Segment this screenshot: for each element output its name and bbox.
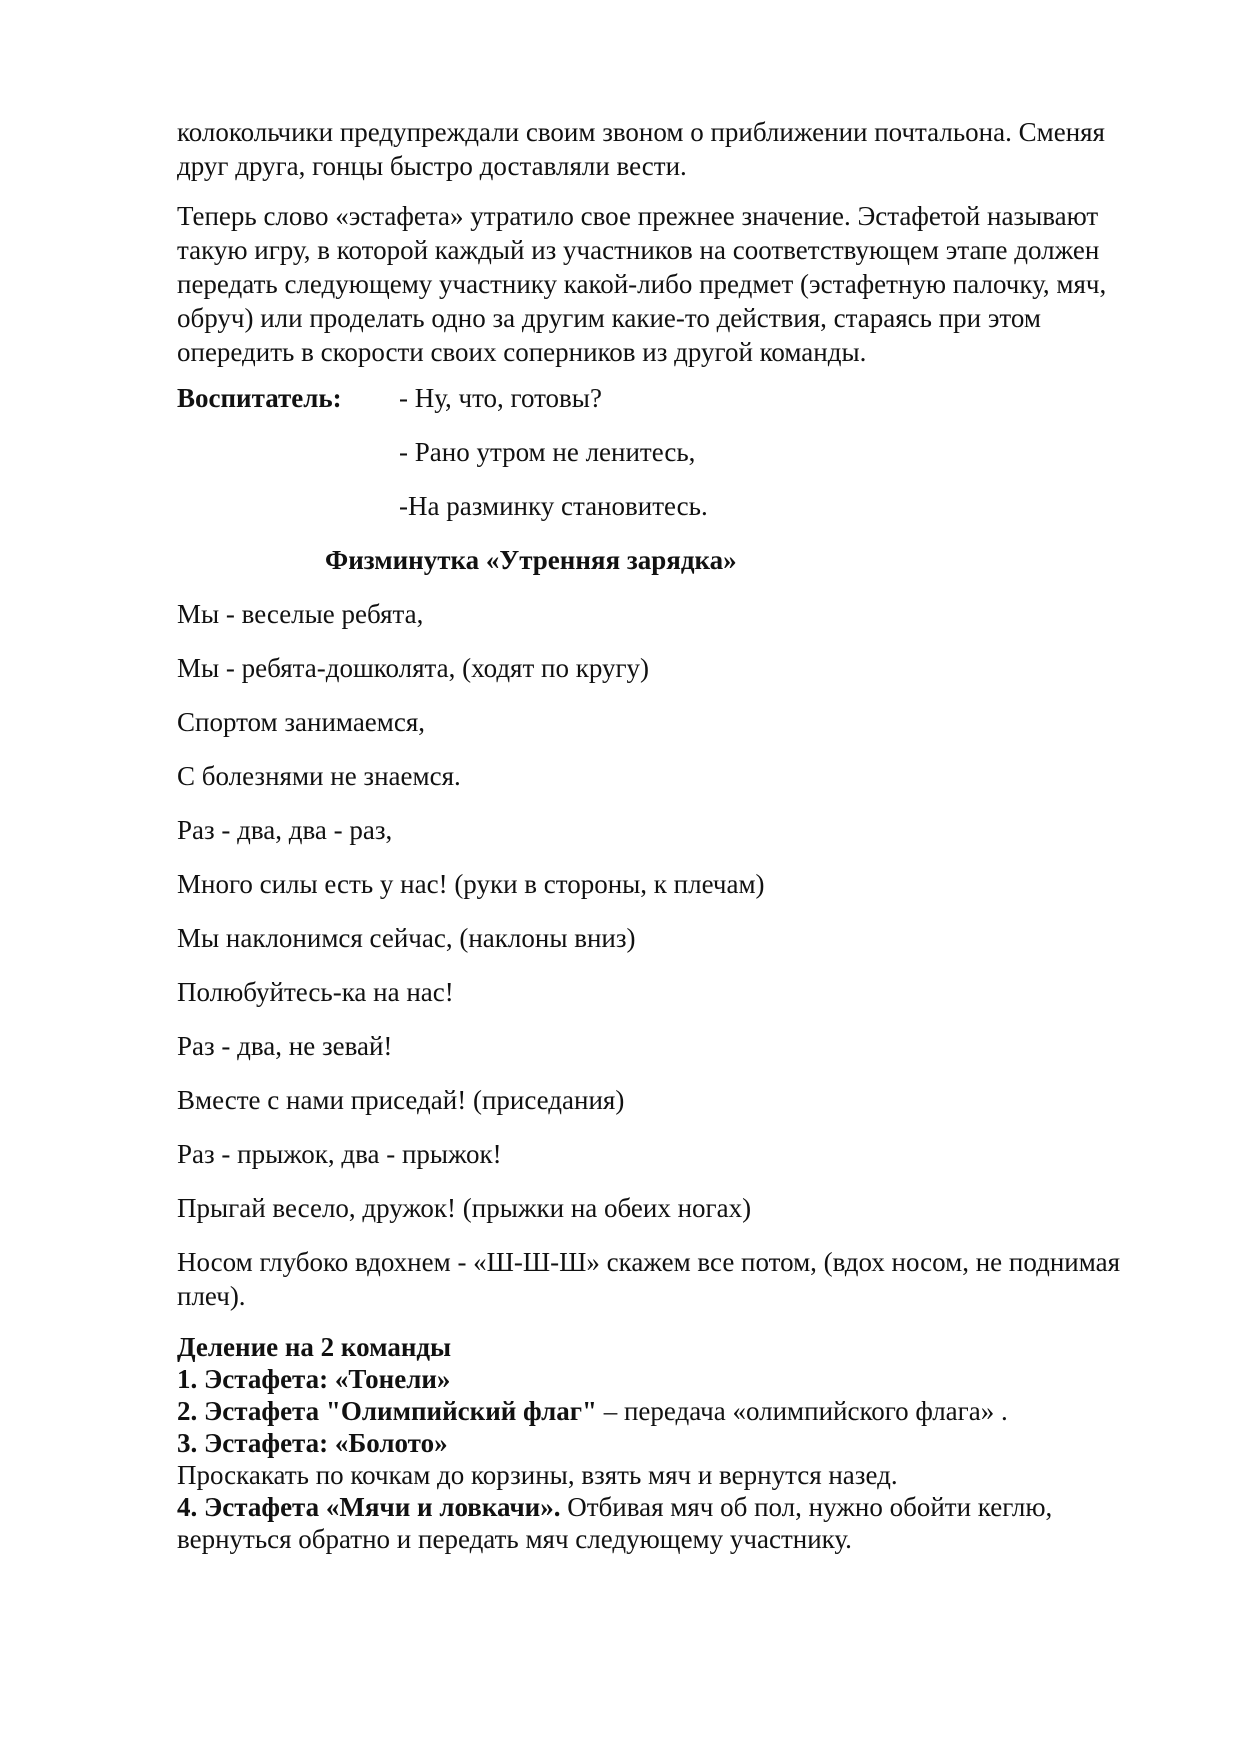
dialogue-line: -На разминку становитесь. — [399, 491, 708, 521]
poem-line: Мы - ребята-дошколята, (ходят по кругу) — [177, 653, 650, 683]
relay-3-desc: Проскакать по кочкам до корзины, взять мяч и вернутся назед. — [177, 1460, 898, 1490]
dialogue-block — [177, 381, 1137, 531]
relay-2-desc: – передача «олимпийского флага» . — [596, 1396, 1008, 1426]
poem-line: Спортом занимаемся, — [177, 707, 426, 737]
poem-line: Прыгай весело, дружок! (прыжки на обеих ногах) — [177, 1193, 752, 1223]
teams-section — [177, 1331, 1137, 1555]
poem-line: Раз - два, не зевай! — [177, 1031, 393, 1061]
relay-1-title: 1. Эстафета: «Тонели» — [177, 1364, 451, 1394]
poem-line: Раз - прыжок, два - прыжок! — [177, 1139, 502, 1169]
dialogue-line: - Рано утром не ленитесь, — [399, 437, 696, 467]
dialogue-line: - Ну, что, готовы? — [399, 383, 602, 413]
relay-2 — [177, 1395, 1137, 1427]
relay-4 — [177, 1491, 1137, 1555]
poem-line: С болезнями не знаемся. — [177, 761, 461, 791]
poem-line: Раз - два, два - раз, — [177, 815, 393, 845]
teams-heading: Деление на 2 команды — [177, 1332, 452, 1362]
relay-4-desc: Отбивая мяч об пол, нужно обойти кеглю, вернуться обратно и передать мяч следующему участнику. — [177, 1492, 1053, 1554]
poem-line: Мы наклонимся сейчас, (наклоны вниз) — [177, 923, 636, 953]
poem-line: Мы - веселые ребята, — [177, 599, 424, 629]
speaker-label: Воспитатель: — [177, 383, 342, 413]
relay-2-title: 2. Эстафета "Олимпийский флаг" — [177, 1396, 597, 1426]
poem-line: Полюбуйтесь-ка на нас! — [177, 977, 454, 1007]
relay-3-title: 3. Эстафета: «Болото» — [177, 1428, 448, 1458]
exercise-title: Физминутка «Утренняя зарядка» — [325, 545, 737, 575]
breathing-paragraph: Носом глубоко вдохнем - «Ш-Ш-Ш» скажем все потом, (вдох носом, не поднимая плеч). — [177, 1247, 1121, 1311]
poem-line: Вместе с нами приседай! (приседания) — [177, 1085, 625, 1115]
intro-paragraph-2: Теперь слово «эстафета» утратило свое прежнее значение. Эстафетой называют такую игру, в которой каждый из участников на соответствующем этапе должен передать следующему участнику какой-либо предмет (эстафетную палочку, мяч, обруч) или проделать одно за другим какие-то действия, стараясь при этом опередить в скорости своих соперников из другой команды. — [177, 201, 1107, 367]
relay-4-title: 4. Эстафета «Мячи и ловкачи». — [177, 1492, 561, 1522]
poem-line: Много силы есть у нас! (руки в стороны, к плечам) — [177, 869, 765, 899]
intro-paragraph-1: колокольчики предупреждали своим звоном о приближении почтальона. Сменяя друг друга, гонцы быстро доставляли вести. — [177, 117, 1105, 181]
